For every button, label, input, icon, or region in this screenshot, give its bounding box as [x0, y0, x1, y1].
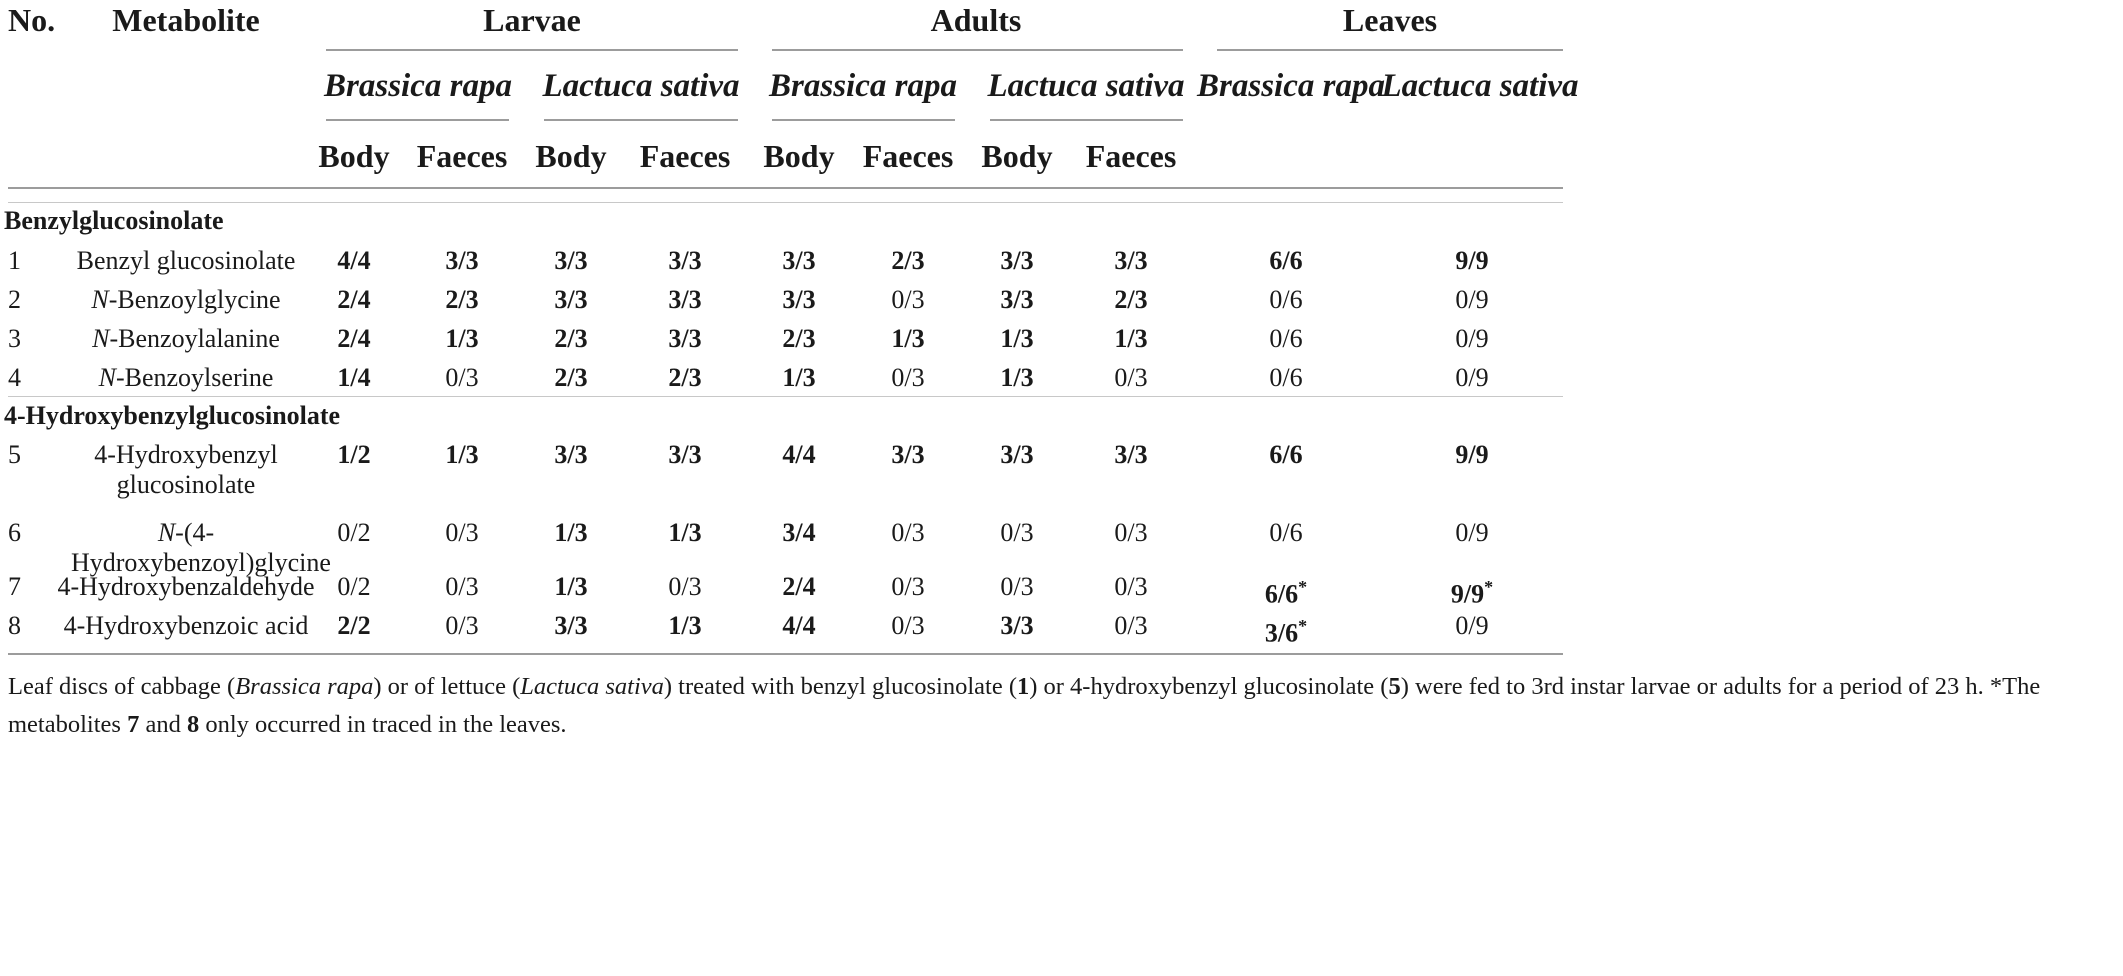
table-cell: 3/4	[782, 518, 816, 547]
footnote-marker: *	[1298, 616, 1308, 636]
table-cell: 0/9	[1455, 611, 1489, 640]
table-cell: 0/3	[1114, 611, 1148, 640]
table-cell: 0/6	[1269, 285, 1303, 314]
plant-header-larvae-lactuca: Lactuca sativa	[542, 68, 740, 104]
table-cell: 1/3	[668, 611, 702, 640]
table-cell: 3/3	[668, 285, 702, 314]
table-cell: 0/9	[1455, 285, 1489, 314]
table-cell: 3/3	[1000, 246, 1034, 275]
metabolite-prefix: N	[91, 285, 109, 314]
table-cell: 0/2	[337, 572, 371, 601]
table-cell: 4/4	[782, 440, 816, 469]
larvae-rule	[326, 49, 738, 51]
table-cell: 3/3	[554, 611, 588, 640]
table-cell: 1/2	[337, 440, 371, 469]
table-cell: 1/3	[554, 518, 588, 547]
table-cell: 2/3	[554, 324, 588, 353]
table-cell: 1/4	[337, 363, 371, 392]
table-cell: 9/9*	[1450, 577, 1494, 609]
table-cell: 0/3	[1000, 572, 1034, 601]
table-cell: 3/6*	[1264, 616, 1308, 648]
table-cell: 9/9	[1455, 246, 1489, 275]
leaves-rule	[1217, 49, 1563, 51]
table-cell: 1/3	[1114, 324, 1148, 353]
rule-larvae-lactuca	[544, 119, 738, 121]
table-cell: 2/4	[337, 324, 371, 353]
table-cell: 2/3	[891, 246, 925, 275]
sub-header-body: Body	[763, 138, 835, 174]
row-number: 7	[8, 572, 21, 601]
col-header-no: No.	[8, 2, 56, 38]
table-cell: 2/3	[445, 285, 479, 314]
table-cell: 1/3	[1000, 324, 1034, 353]
table-cell: 3/3	[1000, 611, 1034, 640]
table-cell: 3/3	[1000, 285, 1034, 314]
metabolite-name	[64, 611, 309, 641]
table-cell: 3/3	[782, 246, 816, 275]
table-footnote: Leaf discs of cabbage (Brassica rapa) or of lettuce (Lactuca sativa) treated with benzyl glucosinolate (1) or 4-hydroxybenzyl glucosinolate (5) were fed to 3rd instar larvae or adults for a period of 23 h. *The metabolites 7 and 8 only occurred in traced in the leaves.	[8, 673, 2041, 738]
sub-header-faeces: Faeces	[862, 138, 954, 174]
table-cell: 2/3	[782, 324, 816, 353]
table-cell: 6/6	[1269, 440, 1303, 469]
table-cell: 3/3	[554, 246, 588, 275]
table-cell: 1/3	[1000, 363, 1034, 392]
metabolite-label: -Benzoylserine	[115, 363, 274, 392]
metabolite-label: -Benzoylglycine	[108, 285, 281, 314]
section-divider	[8, 396, 1563, 397]
table-cell: 0/3	[445, 572, 479, 601]
row-number: 3	[8, 324, 21, 353]
metabolite-name	[77, 246, 296, 276]
row-number: 6	[8, 518, 21, 547]
metabolite-label: -Benzoylalanine	[109, 324, 280, 353]
table-cell: 0/6	[1269, 363, 1303, 392]
table-cell: 0/3	[1114, 518, 1148, 547]
table-cell: 4/4	[782, 611, 816, 640]
group-header-larvae: Larvae	[483, 2, 581, 38]
metabolite-label: 4-Hydroxybenzoic acid	[63, 611, 309, 640]
metabolite-name	[86, 440, 286, 500]
table-cell: 0/9	[1455, 324, 1489, 353]
section-title: 4-Hydroxybenzylglucosinolate	[4, 401, 341, 430]
table-cell: 6/6*	[1264, 577, 1308, 609]
group-header-leaves: Leaves	[1342, 2, 1438, 38]
plant-header-leaves-lactuca: Lactuca sativa	[1381, 68, 1579, 104]
table-cell: 2/4	[782, 572, 816, 601]
table-cell: 0/3	[445, 363, 479, 392]
rule-adults-lactuca	[990, 119, 1183, 121]
table-cell: 1/3	[554, 572, 588, 601]
table-cell: 0/3	[668, 572, 702, 601]
row-number: 1	[8, 246, 21, 275]
group-header-adults: Adults	[930, 2, 1022, 38]
metabolite-label: 4-Hydroxybenzyl glucosinolate	[94, 440, 278, 499]
footnote-marker: *	[1484, 577, 1494, 597]
table-cell: 9/9	[1455, 440, 1489, 469]
section-title: Benzylglucosinolate	[4, 206, 224, 235]
table-cell: 0/9	[1455, 518, 1489, 547]
rule-larvae-brassica	[326, 119, 509, 121]
table-cell: 3/3	[782, 285, 816, 314]
row-number: 5	[8, 440, 21, 469]
table-cell: 0/3	[891, 285, 925, 314]
table-cell: 1/3	[445, 440, 479, 469]
table-cell: 3/3	[1114, 440, 1148, 469]
footnote-marker: *	[1298, 577, 1308, 597]
plant-header-leaves-brassica: Brassica rapa	[1197, 68, 1385, 104]
table-cell: 3/3	[668, 246, 702, 275]
metabolite-name	[92, 324, 280, 354]
table-cell: 0/3	[445, 518, 479, 547]
table-cell: 3/3	[668, 440, 702, 469]
table-bottom-rule	[8, 653, 1563, 655]
sub-header-faeces: Faeces	[1085, 138, 1177, 174]
plant-header-larvae-brassica: Brassica rapa	[324, 68, 512, 104]
table-cell: 0/3	[891, 363, 925, 392]
table-cell: 3/3	[554, 440, 588, 469]
sub-header-body: Body	[318, 138, 390, 174]
metabolite-name	[91, 285, 280, 315]
table-cell: 0/9	[1455, 363, 1489, 392]
table-cell: 1/3	[891, 324, 925, 353]
table-cell: 0/3	[445, 611, 479, 640]
table-cell: 3/3	[445, 246, 479, 275]
metabolite-name	[57, 572, 314, 602]
table-cell: 2/3	[668, 363, 702, 392]
table-cell: 0/3	[891, 572, 925, 601]
header-bottom-rule	[8, 187, 1563, 189]
metabolite-name	[99, 363, 274, 393]
table-cell: 6/6	[1269, 246, 1303, 275]
table-cell: 1/3	[782, 363, 816, 392]
col-header-metabolite: Metabolite	[112, 2, 260, 38]
table-cell: 0/6	[1269, 518, 1303, 547]
table-cell: 0/3	[891, 611, 925, 640]
sub-header-body: Body	[981, 138, 1053, 174]
table-cell: 3/3	[1000, 440, 1034, 469]
table-cell: 3/3	[554, 285, 588, 314]
table-cell: 0/3	[891, 518, 925, 547]
row-number: 8	[8, 611, 21, 640]
table-cell: 3/3	[891, 440, 925, 469]
table-cell: 0/3	[1114, 572, 1148, 601]
table-cell: 4/4	[337, 246, 371, 275]
table-cell: 3/3	[1114, 246, 1148, 275]
table-cell: 0/2	[337, 518, 371, 547]
sub-header-faeces: Faeces	[416, 138, 508, 174]
rule-adults-brassica	[772, 119, 955, 121]
table-cell: 2/3	[554, 363, 588, 392]
metabolite-label: 4-Hydroxybenzaldehyde	[57, 572, 315, 601]
table-cell: 2/3	[1114, 285, 1148, 314]
table-cell: 0/3	[1114, 363, 1148, 392]
metabolite-label: Benzyl glucosinolate	[76, 246, 296, 275]
row-number: 2	[8, 285, 21, 314]
adults-rule	[772, 49, 1183, 51]
table-cell: 0/3	[1000, 518, 1034, 547]
table-cell: 1/3	[445, 324, 479, 353]
row-number: 4	[8, 363, 21, 392]
metabolite-label: -(4-Hydroxybenzoyl)glycine	[71, 518, 331, 577]
metabolite-prefix: N	[98, 363, 116, 392]
table-cell: 1/3	[668, 518, 702, 547]
plant-header-adults-lactuca: Lactuca sativa	[987, 68, 1185, 104]
metabolite-name	[71, 518, 331, 578]
table-cell: 2/2	[337, 611, 371, 640]
section-divider	[8, 202, 1563, 203]
table-cell: 3/3	[668, 324, 702, 353]
sub-header-faeces: Faeces	[639, 138, 731, 174]
plant-header-adults-brassica: Brassica rapa	[769, 68, 957, 104]
table-cell: 2/4	[337, 285, 371, 314]
metabolite-prefix: N	[157, 518, 176, 547]
sub-header-body: Body	[535, 138, 607, 174]
metabolite-prefix: N	[92, 324, 110, 353]
table-cell: 0/6	[1269, 324, 1303, 353]
